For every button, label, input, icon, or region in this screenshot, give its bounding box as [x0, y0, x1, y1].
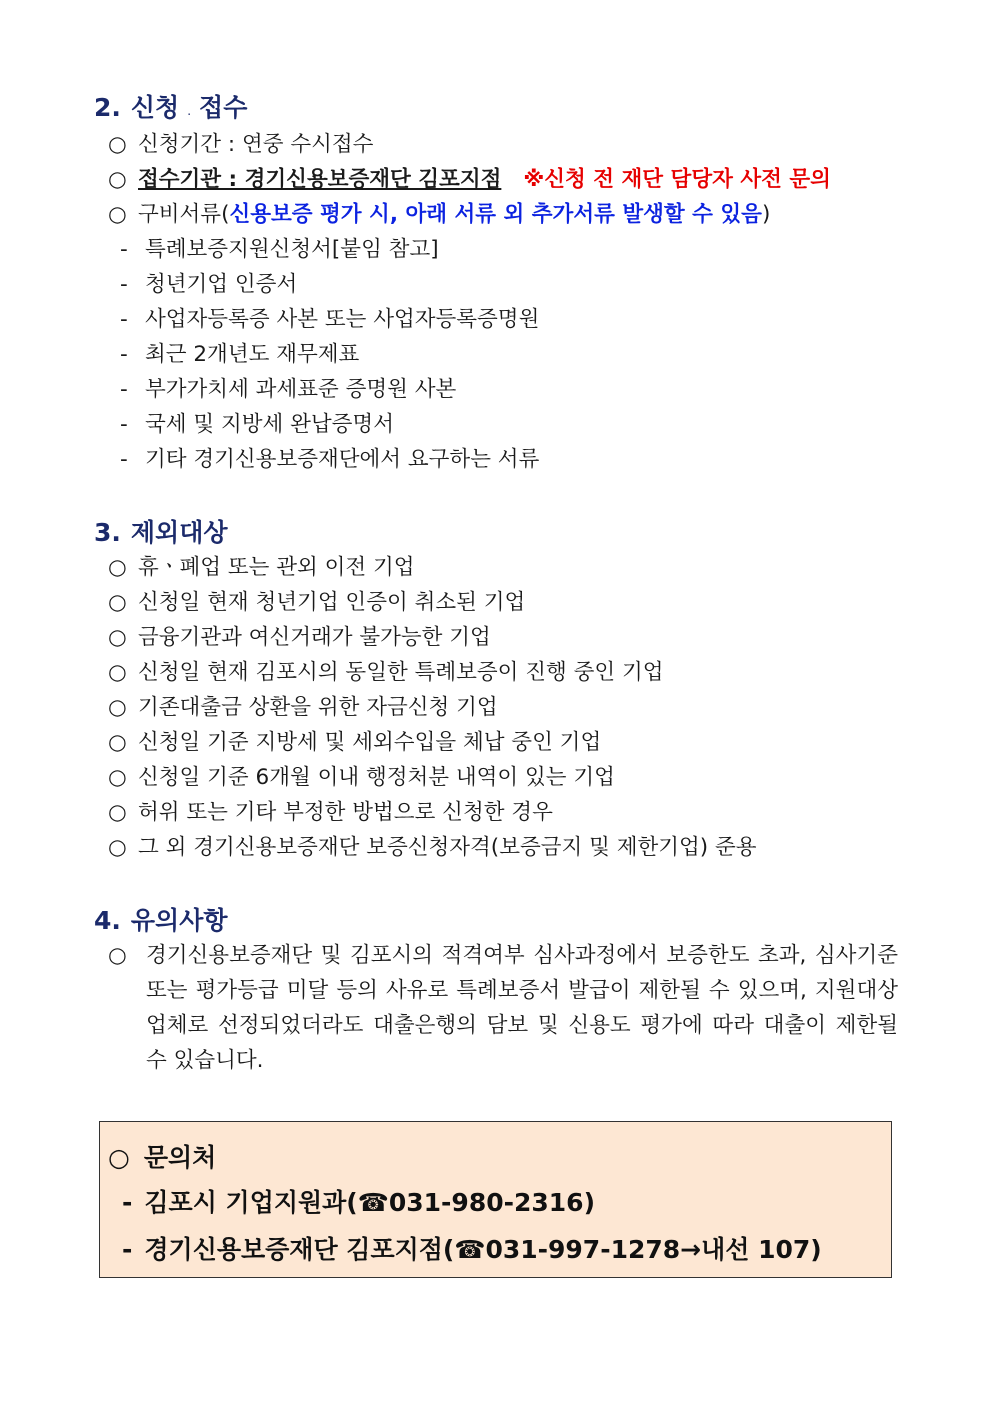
exclusion-item — [108, 728, 601, 758]
heading-text: 유의사항 — [130, 906, 228, 935]
exclusion-text: 신청일 현재 김포시의 동일한 특례보증이 진행 중인 기업 — [138, 660, 664, 685]
dash-bullet: - — [120, 272, 128, 297]
exclusion-item — [108, 553, 415, 583]
exclusion-item — [108, 588, 525, 618]
circle-bullet: ○ — [108, 730, 127, 755]
dash-bullet: - — [122, 1188, 133, 1217]
circle-bullet: ○ — [108, 167, 127, 192]
dash-bullet: - — [120, 342, 128, 367]
section-4-heading — [94, 901, 228, 937]
circle-bullet: ○ — [108, 800, 127, 825]
exclusion-item — [108, 833, 757, 863]
exclusion-item — [108, 798, 553, 828]
exclusion-text: 신청일 기준 지방세 및 세외수입을 체납 중인 기업 — [138, 730, 602, 755]
contact-box — [99, 1121, 892, 1278]
contact-text: 경기신용보증재단 김포지점(☎031-997-1278→내선 107) — [144, 1235, 822, 1264]
exclusion-text: 그 외 경기신용보증재단 보증신청자격(보증금지 및 제한기업) 준용 — [138, 835, 757, 860]
contact-item — [122, 1183, 595, 1219]
circle-bullet: ○ — [108, 765, 127, 790]
caution-paragraph — [108, 938, 898, 1078]
document-item-text: 최근 2개년도 재무제표 — [145, 342, 360, 367]
exclusion-text: 기존대출금 상환을 위한 자금신청 기업 — [138, 695, 498, 720]
document-item-text: 국세 및 지방세 완납증명서 — [145, 412, 394, 437]
document-item-text: 기타 경기신용보증재단에서 요구하는 서류 — [145, 447, 540, 472]
circle-bullet: ○ — [108, 132, 127, 157]
exclusion-item — [108, 693, 498, 723]
exclusion-item — [108, 763, 615, 793]
contact-title — [108, 1138, 216, 1174]
contact-title-text: 문의처 — [143, 1143, 217, 1172]
exclusion-text: 신청일 현재 청년기업 인증이 취소된 기업 — [138, 590, 526, 615]
circle-bullet: ○ — [108, 835, 127, 860]
exclusion-text: 신청일 기준 6개월 이내 행정처분 내역이 있는 기업 — [138, 765, 615, 790]
circle-bullet: ○ — [108, 1143, 130, 1172]
circle-bullet: ○ — [108, 625, 127, 650]
required-documents — [108, 200, 770, 230]
dash-bullet: - — [120, 237, 128, 262]
circle-bullet: ○ — [108, 943, 127, 968]
circle-bullet: ○ — [108, 555, 127, 580]
exclusion-text: 휴ㆍ폐업 또는 관외 이전 기업 — [138, 555, 415, 580]
dash-bullet: - — [122, 1235, 133, 1264]
circle-bullet: ○ — [108, 660, 127, 685]
circle-bullet: ○ — [108, 695, 127, 720]
document-item-text: 부가가치세 과세표준 증명원 사본 — [145, 377, 457, 402]
document-item — [120, 445, 539, 475]
docs-prefix: 구비서류( — [138, 202, 230, 227]
section-2-heading — [94, 88, 247, 124]
agency-text: 접수기관 : 경기신용보증재단 김포지점 — [138, 167, 502, 192]
caution-text: 경기신용보증재단 및 김포시의 적격여부 심사과정에서 보증한도 초과, 심사기준 또는 평가등급 미달 등의 사유로 특례보증서 발급이 제한될 수 있으며, 지원대상 업체로 선정되었더라도 대출은행의 담보 및 신용도 평가에 따라 대출이 제한될 수 있습니다. — [146, 943, 898, 1073]
heading-separator: . — [187, 104, 192, 118]
document-item — [120, 375, 456, 405]
docs-suffix: ) — [761, 202, 771, 227]
document-item — [120, 410, 394, 440]
receiving-agency — [108, 165, 831, 195]
contact-item — [122, 1230, 822, 1266]
section-number: 4. — [94, 906, 121, 935]
heading-text: 접수 — [199, 93, 248, 122]
document-item — [120, 235, 439, 265]
document-item — [120, 270, 297, 300]
exclusion-item — [108, 623, 491, 653]
exclusion-item — [108, 658, 664, 688]
section-3-heading — [94, 513, 228, 549]
circle-bullet: ○ — [108, 202, 127, 227]
exclusion-text: 허위 또는 기타 부정한 방법으로 신청한 경우 — [138, 800, 553, 825]
inquiry-note: ※신청 전 재단 담당자 사전 문의 — [523, 167, 831, 192]
dash-bullet: - — [120, 377, 128, 402]
document-item-text: 사업자등록증 사본 또는 사업자등록증명원 — [145, 307, 540, 332]
circle-bullet: ○ — [108, 590, 127, 615]
section-number: 3. — [94, 518, 121, 547]
docs-note: 신용보증 평가 시, 아래 서류 외 추가서류 발생할 수 있음 — [229, 202, 762, 227]
section-number: 2. — [94, 93, 121, 122]
contact-text: 김포시 기업지원과(☎031-980-2316) — [144, 1188, 595, 1217]
period-text: 신청기간 : 연중 수시접수 — [138, 132, 374, 157]
document-item — [120, 305, 539, 335]
heading-text: 신청 — [130, 93, 180, 122]
dash-bullet: - — [120, 412, 128, 437]
application-period — [108, 130, 373, 160]
document-item-text: 특례보증지원신청서[붙임 참고] — [145, 237, 439, 262]
document-item — [120, 340, 359, 370]
dash-bullet: - — [120, 447, 128, 472]
heading-text: 제외대상 — [130, 518, 228, 547]
dash-bullet: - — [120, 307, 128, 332]
document-item-text: 청년기업 인증서 — [145, 272, 298, 297]
exclusion-text: 금융기관과 여신거래가 불가능한 기업 — [138, 625, 491, 650]
